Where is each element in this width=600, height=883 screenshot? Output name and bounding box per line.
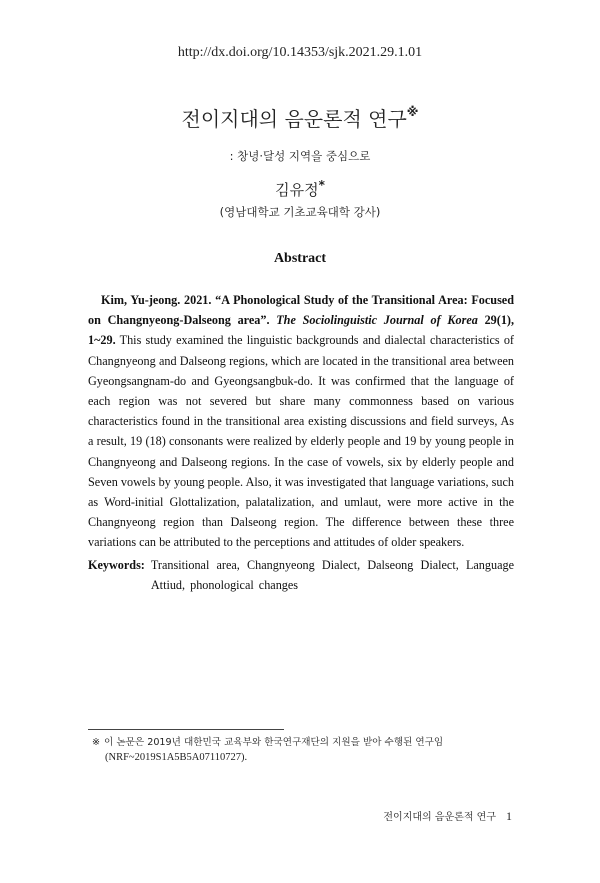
running-footer: [383, 808, 512, 824]
keywords-block: [88, 555, 514, 595]
keywords-text: Transitional area, Changnyeong Dialect, Dalseong Dialect, Language Attiud, phonological changes: [150, 558, 514, 593]
abstract-heading: Abstract: [273, 251, 327, 266]
running-footer-title: 전이지대의 음운론적 연구: [383, 812, 496, 823]
footnote: [92, 735, 514, 765]
abstract-text: This study examined the linguistic backgrounds and dialectal characteristics of Changnyeong and Dalseong regions, which are located in the transitional area between Gyeongsangnam-do and Gyeongsangbuk-do. It was confirmed that the language of each region was not severed but share many commonness based on various characteristics found in the transitional area existing discussions and field surveys, As a result, 19 (18) consonants were realized by elderly people and 19 by young people in Changnyeong and Dalseong regions. In the case of vowels, six by elderly people and Seven vowels by young people. Also, it was investigated that language variations, such as Word-initial Glottalization, palatalization, and umlaut, were more active in the Changnyeong region than Dalseong region. The difference between these three variations can be attributed to the perceptions and attitudes of older speakers.: [88, 333, 514, 550]
author-name: [0, 178, 600, 200]
page-number: 1: [506, 809, 512, 823]
title-footnote-mark: ※: [406, 105, 419, 120]
footnote-text: 이 논문은 2019년 대한민국 교육부와 한국연구재단의 지원을 받아 수행된 연구임: [104, 737, 444, 748]
journal-volume: 29(1), 1~29.: [88, 313, 515, 348]
paper-subtitle: : 창녕·달성 지역을 중심으로: [229, 149, 371, 163]
abstract-citation: Kim, Yu-jeong. 2021. “A Phonological Study of the Transitional Area: Focused on Changnyeong-Dalseong area”.: [88, 293, 514, 328]
author-footnote-mark: *: [318, 178, 325, 192]
paper-title-text: 전이지대의 음운론적 연구: [181, 107, 407, 131]
paper-title: [0, 103, 600, 132]
doi-link[interactable]: http://dx.doi.org/10.14353/sjk.2021.29.1.01: [177, 45, 423, 60]
author-affiliation: (영남대학교 기초교육대학 강사): [219, 205, 381, 219]
journal-name: The Sociolinguistic Journal of Korea: [276, 313, 478, 328]
footnote-line-2: (NRF~2019S1A5B5A07110727).: [105, 752, 248, 763]
abstract-body: [88, 290, 514, 553]
keywords-label: Keywords:: [88, 558, 145, 572]
footnote-divider: [88, 729, 284, 730]
footnote-mark: ※: [92, 737, 101, 748]
footnote-line-1: [92, 735, 514, 750]
author-name-text: 김유정: [275, 181, 319, 199]
